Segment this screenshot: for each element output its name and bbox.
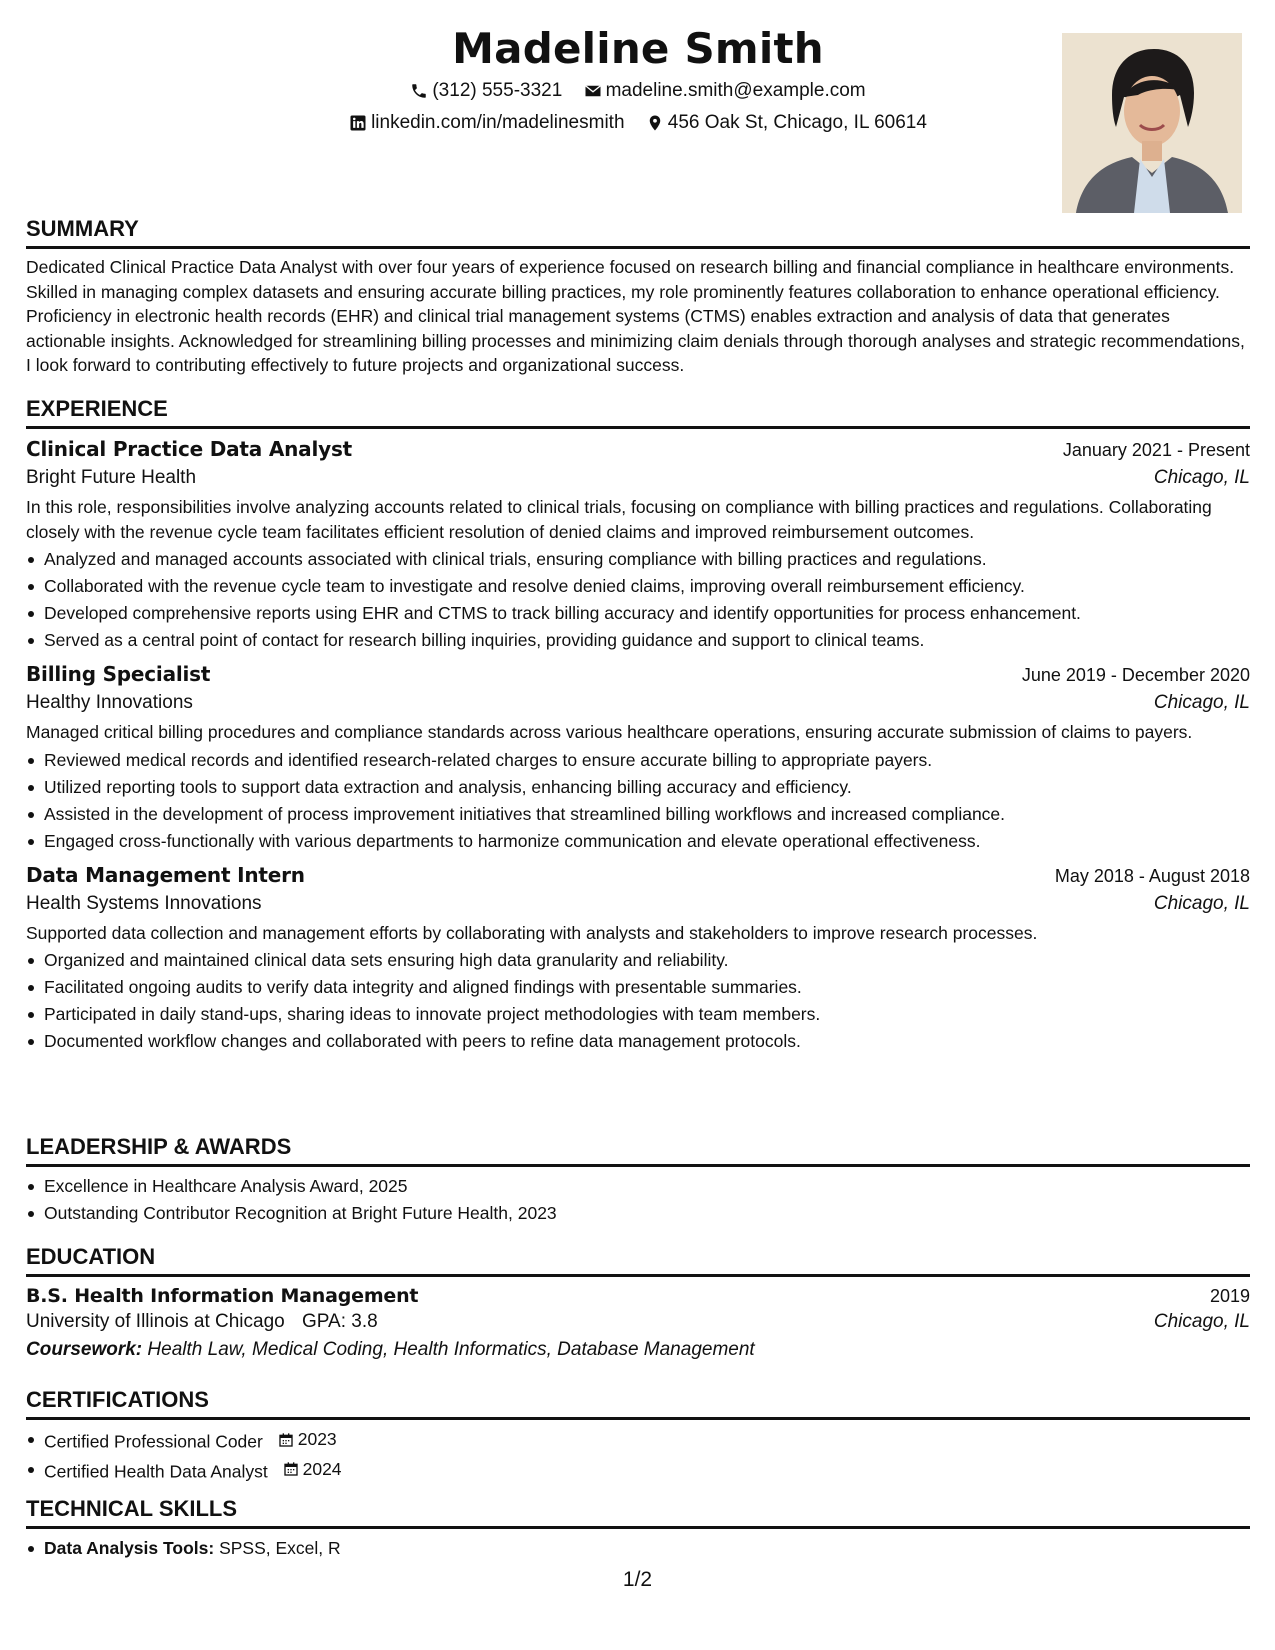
linkedin-contact[interactable] bbox=[349, 112, 624, 134]
awards-list bbox=[26, 1173, 1250, 1227]
skill-label: Data Analysis Tools: bbox=[44, 1538, 215, 1558]
job-bullets bbox=[26, 747, 1250, 855]
calendar-icon bbox=[283, 1461, 299, 1477]
job-company-row bbox=[26, 893, 1250, 915]
job-location: Chicago, IL bbox=[1153, 692, 1250, 713]
graduation-year: 2019 bbox=[1209, 1286, 1250, 1306]
school-name: University of Illinois at Chicago bbox=[26, 1311, 285, 1332]
school-location: Chicago, IL bbox=[1153, 1311, 1250, 1332]
job-location: Chicago, IL bbox=[1153, 467, 1250, 488]
cert-year-text: 2024 bbox=[302, 1458, 342, 1479]
list-item bbox=[44, 1456, 1250, 1486]
list-item: Collaborated with the revenue cycle team to investigate and resolve denied claims, improving overall reimbursement efficiency. bbox=[44, 573, 1250, 600]
job-description: Supported data collection and management efforts by collaborating with analysts and stakeholders to improve research processes. bbox=[26, 922, 1038, 943]
job-company: Healthy Innovations bbox=[26, 692, 193, 713]
experience-heading: EXPERIENCE bbox=[26, 396, 1250, 429]
degree-title: B.S. Health Information Management bbox=[26, 1285, 419, 1307]
list-item bbox=[44, 1535, 1250, 1562]
list-item: Assisted in the development of process improvement initiatives that streamlined billing workflows and increased compliance. bbox=[44, 801, 1250, 828]
list-item bbox=[44, 1426, 1250, 1456]
skills-heading: TECHNICAL SKILLS bbox=[26, 1496, 1250, 1529]
cert-name: Certified Professional Coder bbox=[44, 1431, 263, 1452]
coursework-row bbox=[26, 1339, 1250, 1361]
list-item: Engaged cross-functionally with various departments to harmonize communication and elevate operational effectiveness. bbox=[44, 828, 1250, 855]
job-dates: January 2021 - Present bbox=[1062, 440, 1250, 460]
profile-photo bbox=[1062, 33, 1242, 213]
list-item: Served as a central point of contact for research billing inquiries, providing guidance and support to clinical teams. bbox=[44, 627, 1250, 654]
candidate-name: Madeline Smith bbox=[452, 24, 824, 73]
list-item: Excellence in Healthcare Analysis Award, 2025 bbox=[44, 1173, 1250, 1200]
job-header-row bbox=[26, 662, 1250, 686]
job-company: Bright Future Health bbox=[26, 467, 197, 488]
job-dates: May 2018 - August 2018 bbox=[1054, 865, 1250, 886]
skill-value: SPSS, Excel, R bbox=[219, 1538, 341, 1558]
linkedin-icon bbox=[349, 114, 367, 132]
school-row bbox=[26, 1311, 1250, 1333]
job-title: Data Management Intern bbox=[26, 862, 305, 887]
coursework-label: Coursework: bbox=[26, 1339, 143, 1360]
job-location: Chicago, IL bbox=[1153, 892, 1250, 914]
education-section bbox=[26, 1244, 1250, 1361]
certifications-list bbox=[26, 1426, 1250, 1485]
job-description: In this role, responsibilities involve analyzing accounts related to clinical trials, focusing on compliance with billing practices and regulations. Collaborating closely with the revenue cycle team facilitates efficient resolution of denied claims and improved reimbursement outcomes. bbox=[26, 497, 1212, 542]
leadership-heading: LEADERSHIP & AWARDS bbox=[26, 1134, 1250, 1167]
linkedin-text: linkedin.com/in/madelinesmith bbox=[371, 112, 625, 133]
list-item: Participated in daily stand-ups, sharing ideas to innovate project methodologies with team members. bbox=[44, 1001, 1250, 1028]
coursework-text: Health Law, Medical Coding, Health Informatics, Database Management bbox=[147, 1339, 755, 1360]
job-company-row bbox=[26, 692, 1250, 714]
certifications-heading: CERTIFICATIONS bbox=[26, 1387, 1250, 1420]
job-description: Managed critical billing procedures and compliance standards across various healthcare operations, ensuring accurate submission of claims to payers. bbox=[26, 722, 1193, 742]
map-pin-icon bbox=[646, 114, 664, 132]
address-contact bbox=[646, 112, 927, 134]
page-number: 1/2 bbox=[622, 1568, 653, 1591]
email-contact[interactable] bbox=[584, 80, 866, 102]
summary-text: Dedicated Clinical Practice Data Analyst with over four years of experience focused on research billing and financial compliance in healthcare environments. Skilled in managing complex datasets and ensuring accurate billing practices, my role prominently features collaboration to enhance operational efficiency. Proficiency in electronic health records (EHR) and clinical trial management systems (CTMS) enables extraction and analysis of data that generates actionable insights. Acknowledged for streamlining billing processes and minimizing claim denials through thorough analyses and strategic recommendations, I look forward to contributing effectively to future projects and organizational success. bbox=[26, 257, 1245, 375]
phone-text: (312) 555-3321 bbox=[432, 80, 563, 101]
job-title: Clinical Practice Data Analyst bbox=[26, 437, 353, 461]
job-entry bbox=[26, 662, 1250, 855]
job-entry bbox=[26, 437, 1250, 654]
cert-year bbox=[283, 1456, 342, 1483]
list-item: Analyzed and managed accounts associated with clinical trials, ensuring compliance with billing practices and regulations. bbox=[44, 546, 1250, 573]
phone-contact bbox=[410, 80, 562, 102]
job-header-row bbox=[26, 437, 1250, 461]
list-item: Developed comprehensive reports using EHR and CTMS to track billing accuracy and identify opportunities for process enhancement. bbox=[44, 600, 1250, 627]
degree-row bbox=[26, 1285, 1250, 1307]
cert-name: Certified Health Data Analyst bbox=[44, 1461, 268, 1481]
list-item: Reviewed medical records and identified research-related charges to ensure accurate billing to appropriate payers. bbox=[44, 747, 1250, 774]
experience-section bbox=[26, 396, 1250, 1055]
skills-list bbox=[26, 1535, 1250, 1562]
summary-section bbox=[26, 216, 1250, 378]
cert-year bbox=[278, 1426, 337, 1453]
profile-portrait bbox=[1062, 33, 1242, 213]
address-text: 456 Oak St, Chicago, IL 60614 bbox=[667, 112, 927, 133]
email-text: madeline.smith@example.com bbox=[605, 80, 866, 101]
job-header-row bbox=[26, 863, 1250, 887]
gpa: GPA: 3.8 bbox=[302, 1311, 378, 1332]
job-company: Health Systems Innovations bbox=[26, 892, 262, 914]
envelope-icon bbox=[584, 82, 602, 100]
job-title: Billing Specialist bbox=[26, 662, 211, 686]
phone-icon bbox=[410, 82, 428, 100]
list-item: Facilitated ongoing audits to verify data integrity and aligned findings with presentable summaries. bbox=[44, 974, 1250, 1001]
list-item: Documented workflow changes and collaborated with peers to refine data management protocols. bbox=[44, 1028, 1250, 1055]
job-dates: June 2019 - December 2020 bbox=[1021, 665, 1250, 685]
school-info bbox=[26, 1311, 378, 1333]
calendar-icon bbox=[278, 1432, 294, 1448]
list-item: Organized and maintained clinical data sets ensuring high data granularity and reliability. bbox=[44, 947, 1250, 974]
list-item: Outstanding Contributor Recognition at Bright Future Health, 2023 bbox=[44, 1200, 1250, 1227]
job-bullets bbox=[26, 947, 1250, 1055]
leadership-section bbox=[26, 1134, 1250, 1227]
skills-section bbox=[26, 1496, 1250, 1562]
certifications-section bbox=[26, 1387, 1250, 1485]
job-bullets bbox=[26, 546, 1250, 654]
summary-heading: SUMMARY bbox=[26, 216, 1250, 249]
job-entry bbox=[26, 863, 1250, 1056]
list-item: Utilized reporting tools to support data extraction and analysis, enhancing billing accuracy and efficiency. bbox=[44, 774, 1250, 801]
education-heading: EDUCATION bbox=[26, 1244, 1250, 1277]
job-company-row bbox=[26, 467, 1250, 489]
cert-year-text: 2023 bbox=[297, 1429, 337, 1449]
